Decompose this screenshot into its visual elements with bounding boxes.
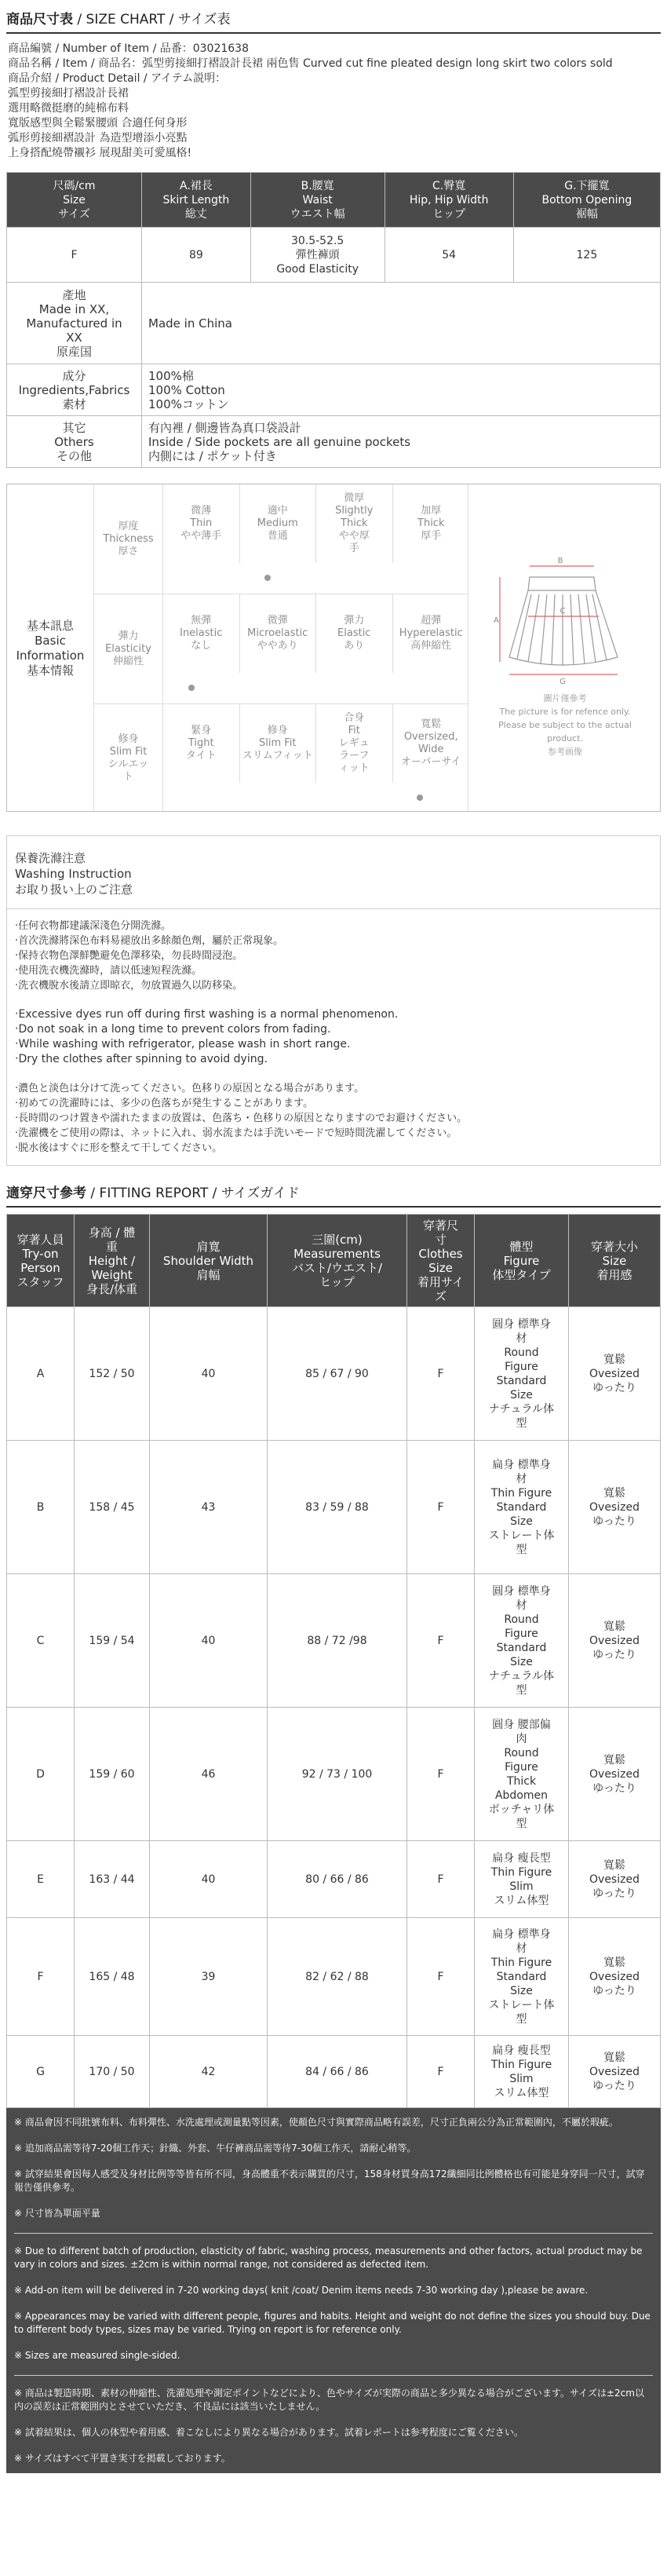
thickness-option-medium: 適中 Medium 普通 xyxy=(240,484,317,563)
diagram-label-b: B xyxy=(557,557,563,565)
person-cell: F xyxy=(7,1918,75,2036)
thickness-selected-dot xyxy=(264,575,271,581)
height-weight-cell: 165 / 48 xyxy=(75,1918,150,2036)
measurements-cell: 92 / 73 / 100 xyxy=(268,1708,407,1841)
header-fit: 穿著大小 Size 着用感 xyxy=(569,1215,661,1307)
fitting-table xyxy=(6,1214,661,2108)
shoulder-cell: 46 xyxy=(150,1708,268,1841)
table-row xyxy=(7,364,661,416)
size-chart-title: 商品尺寸表 / SIZE CHART / サイズ表 xyxy=(6,12,231,27)
figure-cell: 扁身 標準身 材 Thin Figure Standard Size ストレート体 型 xyxy=(475,1441,569,1574)
person-cell: A xyxy=(7,1307,75,1441)
diagram-label-c: C xyxy=(559,607,566,616)
detail-label: 商品介紹 / Product Detail / アイテム説明： xyxy=(8,72,227,85)
thickness-option-slightly-thick: 微厚 Slightly Thick やや厚 手 xyxy=(316,484,393,563)
washing-zh: ‧任何衣物都建議深淺色分開洗滌。 ‧首次洗滌將深色布料易褪放出多餘顏色劑，屬於正常現象。 ‧保持衣物色澤鮮艷避免色澤移染，勿長時間浸泡。 ‧使用洗衣機洗滌時，請以低速短程洗滌。 ‧洗衣機脫水後請立即晾衣，勿放置過久以防移染。 xyxy=(15,920,284,992)
thickness-label: 厚度 Thickness 厚さ xyxy=(94,484,163,594)
elasticity-option-inelastic: 無彈 Inelastic なし xyxy=(163,594,240,673)
figure-cell: 圓身 標準身 材 Round Figure Standard Size ナチュラル体 型 xyxy=(475,1574,569,1708)
table-row xyxy=(7,1918,661,2036)
height-weight-cell: 159 / 54 xyxy=(75,1574,150,1708)
figure-cell: 圓身 標準身 材 Round Figure Standard Size ナチュラル体 型 xyxy=(475,1307,569,1441)
hip-value: 54 xyxy=(385,228,513,283)
elasticity-label: 彈力 Elasticity 伸縮性 xyxy=(94,594,163,704)
header-hip: C.臀寬 Hip, Hip Width ヒップ xyxy=(385,173,513,228)
size-cell: F xyxy=(407,1574,475,1708)
note-zh: ※ 試穿結果會因每人感受及身材比例等等皆有所不同，身高體重不表示購買的尺寸，158身材買身高172纖細同比例體格也有可能是身穿同一尺寸，試穿報告僅供參考。 xyxy=(14,2169,645,2193)
elasticity-option-microelastic: 微彈 Microelastic ややあり xyxy=(240,594,317,673)
size-table xyxy=(6,172,661,283)
person-cell: B xyxy=(7,1441,75,1574)
header-clothes-size: 穿著尺 寸 Clothes Size 着用サイ ズ xyxy=(407,1215,475,1307)
fit-cell: 寬鬆 Ovesized ゆったり xyxy=(569,1841,661,1918)
header-shoulder: 肩寬 Shoulder Width 肩幅 xyxy=(150,1215,268,1307)
table-row xyxy=(7,1307,661,1441)
note-zh: ※ 商品會因不同批號布料、布料彈性、水洗處理或測量點等因素，使顏色尺寸與實際商品略有誤差，尺寸正負兩公分為正常範圍內，不屬於瑕疵。 xyxy=(14,2117,618,2128)
shoulder-cell: 40 xyxy=(150,1841,268,1918)
header-waist: B.腰寬 Waist ウエスト幅 xyxy=(250,173,385,228)
bottom-value: 125 xyxy=(513,228,660,283)
figure-cell: 扁身 瘦長型 Thin Figure Slim スリム体型 xyxy=(475,2036,569,2108)
figure-cell: 扁身 瘦長型 Thin Figure Slim スリム体型 xyxy=(475,1841,569,1918)
size-cell: F xyxy=(407,1841,475,1918)
fitting-title: 適穿尺寸參考 / FITTING REPORT / サイズガイド xyxy=(6,1186,300,1201)
length-value: 89 xyxy=(142,228,251,283)
table-row xyxy=(7,228,661,283)
detail-line: 弧型剪接細打褶設計長裙 xyxy=(8,87,129,100)
table-row xyxy=(7,1574,661,1708)
fit-option-oversized: 寬鬆 Oversized, Wide オーバーサイ xyxy=(401,718,461,768)
note-zh: ※ 追加商品需等待7-20個工作天；針織、外套、牛仔褲商品需等待7-30個工作天，請耐心稍等。 xyxy=(14,2143,417,2154)
table-row xyxy=(7,1441,661,1574)
diagram-label-g: G xyxy=(559,678,566,686)
fit-label: 修身 Slim Fit シルエッ ト xyxy=(94,704,163,813)
fit-cell: 寬鬆 Ovesized ゆったり xyxy=(569,1574,661,1708)
table-row xyxy=(7,1708,661,1841)
header-size: 尺碼/cm Size サイズ xyxy=(7,173,142,228)
detail-line: 上身搭配燒帶襯衫 展現甜美可愛風格! xyxy=(8,147,192,159)
measurements-cell: 80 / 66 / 86 xyxy=(268,1841,407,1918)
shoulder-cell: 39 xyxy=(150,1918,268,2036)
note-jp: ※ 商品は製造時期、素材の伸縮性、洗濯処理や測定ポイントなどにより、色やサイズが実際の商品と多少異なる場合がございます。サイズは±2cm以内の誤差は正常範囲内とさせていただき、不良品には該当いたしません。 xyxy=(14,2388,644,2412)
size-cell: F xyxy=(407,1708,475,1841)
header-figure: 體型 Figure 体型タイプ xyxy=(475,1215,569,1307)
basic-information-panel xyxy=(6,484,661,812)
note-zh: ※ 尺寸皆為單面平量 xyxy=(14,2208,100,2219)
person-cell: E xyxy=(7,1841,75,1918)
person-cell: C xyxy=(7,1574,75,1708)
height-weight-cell: 152 / 50 xyxy=(75,1307,150,1441)
origin-value: Made in China xyxy=(142,283,661,364)
table-row xyxy=(7,1841,661,1918)
shoulder-cell: 42 xyxy=(150,2036,268,2108)
fit-option-slim: 修身 Slim Fit スリムフィット xyxy=(240,704,317,783)
waist-value: 30.5-52.5 彈性褲頭 Good Elasticity xyxy=(250,228,385,283)
fit-cell: 寬鬆 Ovesized ゆったり xyxy=(569,1441,661,1574)
washing-jp: ‧濃色と淡色は分けて洗ってください。色移りの原因となる場合があります。 ‧初めての洗濯時には、多少の色落ちが発生することがあります。 ‧長時間のつけ置きや濡れたままの放置は、色落ち・色移りの原因となりますのでお避けください。 ‧洗濯機をご使用の際は、ネットに入れ、弱水流または手洗いモードで短時間洗濯してください。 ‧脱水後はすぐに形を整えて干してください。 xyxy=(15,1083,468,1154)
table-row xyxy=(7,416,661,468)
height-weight-cell: 163 / 44 xyxy=(75,1841,150,1918)
detail-line: 弧形剪接細褶設計 為造型增添小亮點 xyxy=(8,132,188,144)
skirt-diagram-area xyxy=(468,484,662,813)
shoulder-cell: 40 xyxy=(150,1307,268,1441)
washing-en: ‧Excessive dyes run off during first washing is a normal phenomenon. ‧Do not soak in a long time to prevent colors from fading. ‧While washing with refrigerator, please wash in short range. ‧Dry the clothes after spinning to avoid dying. xyxy=(15,1008,399,1065)
washing-body xyxy=(7,909,660,1165)
header-height-weight: 身高 / 體 重 Height / Weight 身長/体重 xyxy=(75,1215,150,1307)
composition-value: 100%棉 100% Cotton 100%コットン xyxy=(142,364,661,416)
diagram-label-a: A xyxy=(494,616,499,625)
person-cell: D xyxy=(7,1708,75,1841)
measurements-cell: 84 / 66 / 86 xyxy=(268,2036,407,2108)
height-weight-cell: 158 / 45 xyxy=(75,1441,150,1574)
item-number: 商品編號 / Number of Item / 品番：03021638 xyxy=(8,42,249,55)
header-skirt-length: A.裙長 Skirt Length 総丈 xyxy=(142,173,251,228)
person-cell: G xyxy=(7,2036,75,2108)
header-person: 穿著人員 Try-on Person スタッフ xyxy=(7,1215,75,1307)
note-en: ※ Sizes are measured single-sided. xyxy=(14,2350,180,2361)
measurements-cell: 83 / 59 / 88 xyxy=(268,1441,407,1574)
detail-line: 寬版感型與全鬆緊腰頭 合適任何身形 xyxy=(8,117,188,130)
header-bottom-opening: G.下擺寬 Bottom Opening 裾幅 xyxy=(513,173,660,228)
elasticity-selected-dot xyxy=(188,685,195,691)
skirt-diagram-icon xyxy=(468,516,662,720)
size-cell: F xyxy=(407,1918,475,2036)
size-cell: F xyxy=(407,2036,475,2108)
elasticity-option-elastic: 彈力 Elastic あり xyxy=(316,594,393,673)
fit-cell: 寬鬆 Ovesized ゆったり xyxy=(569,1918,661,2036)
figure-cell: 圓身 腰部偏 肉 Round Figure Thick Abdomen ボッチャリ体 型 xyxy=(475,1708,569,1841)
elasticity-option-hyperelastic: 超彈 Hyperelastic 高伸縮性 xyxy=(399,615,463,652)
figure-cell: 扁身 標準身 材 Thin Figure Standard Size ストレート体 型 xyxy=(475,1918,569,2036)
notes-panel xyxy=(6,2108,661,2473)
note-en: ※ Due to different batch of production, elasticity of fabric, washing process, measurements and other factors, actual product may be vary in colors and sizes. ±2cm is within normal range, not considered as defected item. xyxy=(14,2245,643,2270)
washing-title: 保養洗滌注意 Washing Instruction お取り扱い上のご注意 xyxy=(7,836,660,909)
origin-label: 產地 Made in XX, Manufactured in XX 原産国 xyxy=(7,283,142,364)
composition-label: 成分 Ingredients,Fabrics 素材 xyxy=(7,364,142,416)
header-measurements: 三圍(cm) Measurements バスト/ウエスト/ ヒップ xyxy=(268,1215,407,1307)
height-weight-cell: 170 / 50 xyxy=(75,2036,150,2108)
note-jp: ※ サイズはすべて平置き実寸を掲載しております。 xyxy=(14,2453,231,2464)
fit-option-regular: 合身 Fit レギュ ラーフ ィット xyxy=(316,704,393,783)
others-value: 有內裡 / 側邊皆為真口袋設計 Inside / Side pockets are all genuine pockets 内側には / ポケット付き xyxy=(142,416,661,468)
note-jp: ※ 試着結果は、個人の体型や着用感、着こなしにより異なる場合があります。試着レポートは参考程度にご覧ください。 xyxy=(14,2427,523,2438)
info-table xyxy=(6,282,661,468)
shoulder-cell: 40 xyxy=(150,1574,268,1708)
washing-instruction-panel xyxy=(6,835,661,1166)
fit-cell: 寬鬆 Ovesized ゆったり xyxy=(569,1307,661,1441)
diagram-note: 圖片僅參考 The picture is for refence only. Please be subject to the actual product. 参考画像 xyxy=(498,693,632,757)
thickness-option-thin: 微薄 Thin やや薄手 xyxy=(163,484,240,563)
size-cell: F xyxy=(407,1307,475,1441)
detail-line: 選用略微挺磨的純棉布料 xyxy=(8,102,129,115)
height-weight-cell: 159 / 60 xyxy=(75,1708,150,1841)
fit-cell: 寬鬆 Ovesized ゆったり xyxy=(569,1708,661,1841)
shoulder-cell: 43 xyxy=(150,1441,268,1574)
item-name: 商品名稱 / Item / 商品名：弧型剪接細打褶設計長裙 兩色售 Curved cut fine pleated design long skirt two colors sold xyxy=(8,57,613,70)
note-en: ※ Add-on item will be delivered in 7-20 working days( knit /coat/ Denim items needs 7-30 working day ),please be aware. xyxy=(14,2285,589,2296)
fit-cell: 寬鬆 Ovesized ゆったり xyxy=(569,2036,661,2108)
table-row xyxy=(7,2036,661,2108)
measurements-cell: 85 / 67 / 90 xyxy=(268,1307,407,1441)
fit-selected-dot xyxy=(417,795,423,801)
thickness-option-thick: 加厚 Thick 厚手 xyxy=(417,505,445,542)
basic-info-label: 基本訊息 Basic Information 基本情報 xyxy=(16,619,85,678)
size-cell: F xyxy=(407,1441,475,1574)
product-description xyxy=(0,34,667,161)
fit-option-tight: 緊身 Tight タイト xyxy=(163,704,240,783)
measurements-cell: 88 / 72 /98 xyxy=(268,1574,407,1708)
others-label: 其它 Others その他 xyxy=(7,416,142,468)
measurements-cell: 82 / 62 / 88 xyxy=(268,1918,407,2036)
note-en: ※ Appearances may be varied with different people, figures and habits. Height and weight do not define the sizes you should buy. Due to different body types, sizes may be varied. Trying on report is for reference only. xyxy=(14,2311,651,2335)
table-row xyxy=(7,283,661,364)
size-value: F xyxy=(7,228,142,283)
